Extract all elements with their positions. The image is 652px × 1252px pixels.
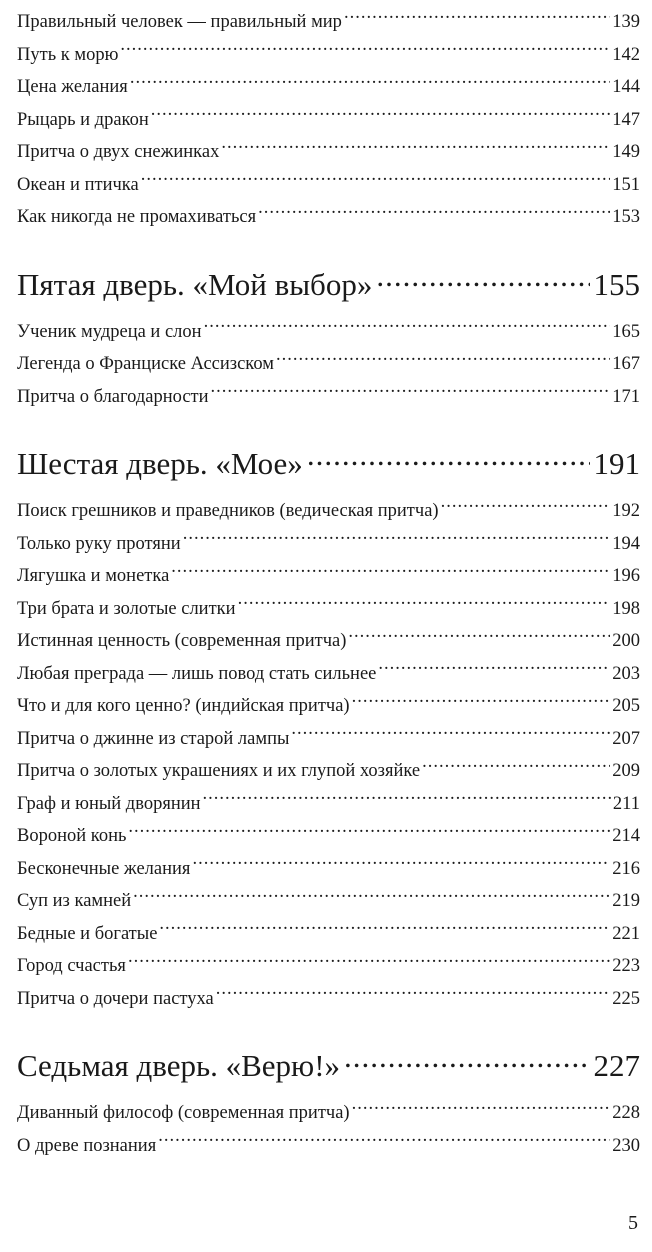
- dot-leader: [151, 106, 611, 125]
- dot-leader: [133, 888, 610, 907]
- toc-entry[interactable]: [17, 201, 640, 234]
- toc-entry-page: 230: [612, 1135, 640, 1156]
- toc-entry[interactable]: [17, 950, 640, 983]
- toc-entry-title: Бесконечные желания: [17, 858, 191, 879]
- toc-entry-page: 149: [612, 142, 640, 162]
- chapter-page: 155: [593, 266, 640, 302]
- toc-entry-page: 196: [612, 566, 640, 586]
- toc-entry-title: Легенда о Франциске Ассизском: [17, 354, 274, 374]
- toc-entry-page: 198: [612, 598, 640, 619]
- toc-entry-title: Бедные и богатые: [17, 923, 158, 944]
- toc-entry-page: 167: [612, 354, 640, 374]
- toc-entry-page: 216: [612, 858, 640, 879]
- chapter-title: Шестая дверь. «Мое»: [17, 446, 303, 481]
- toc-entry[interactable]: [17, 104, 640, 137]
- chapter-page: 227: [593, 1048, 640, 1083]
- dot-leader: [120, 41, 610, 60]
- toc-entry-title: Притча о золотых украшениях и их глупой хозяйке: [17, 761, 421, 781]
- toc-entry-title: Вороной конь: [17, 826, 127, 846]
- dot-leader: [238, 595, 611, 614]
- toc-entry-title: Только руку протяни: [17, 533, 181, 554]
- page-number: 5: [628, 1212, 638, 1234]
- dot-leader: [422, 758, 610, 777]
- dot-leader: [141, 171, 611, 190]
- toc-entry-title: Притча о двух снежинках: [17, 142, 220, 162]
- toc-entry-title: Правильный человек — правильный мир: [17, 12, 342, 32]
- toc-entry-page: 200: [612, 631, 640, 651]
- toc-entry-title: Рыцарь и дракон: [17, 109, 149, 130]
- toc-entry[interactable]: [17, 560, 640, 593]
- dot-leader: [221, 139, 610, 158]
- toc-entry-page: 151: [612, 174, 640, 195]
- dot-leader: [128, 823, 610, 842]
- toc-entry[interactable]: [17, 381, 640, 414]
- toc-entry-page: 225: [612, 988, 640, 1009]
- dot-leader: [130, 74, 610, 93]
- chapter-heading[interactable]: [17, 1043, 640, 1089]
- toc-entry[interactable]: [17, 755, 640, 788]
- toc-entry-title: О древе познания: [17, 1135, 157, 1156]
- toc-entry[interactable]: [17, 983, 640, 1016]
- toc-entry-title: Граф и юный дворянин: [17, 793, 201, 814]
- dot-leader: [258, 204, 610, 223]
- chapter-title: Пятая дверь. «Мой выбор»: [17, 266, 373, 302]
- toc-entry[interactable]: [17, 918, 640, 951]
- toc-entry-page: 194: [612, 533, 640, 554]
- toc-entry-page: 203: [612, 663, 640, 684]
- toc-entry-page: 207: [612, 728, 640, 749]
- toc-entry-page: 147: [612, 109, 640, 130]
- toc-entry-page: 165: [612, 321, 640, 342]
- toc-entry[interactable]: [17, 723, 640, 756]
- toc-entry-page: 153: [612, 207, 640, 227]
- toc-entry[interactable]: [17, 6, 640, 39]
- chapter-heading[interactable]: [17, 441, 640, 487]
- toc-entry[interactable]: [17, 690, 640, 723]
- chapter-heading[interactable]: [17, 262, 640, 308]
- toc-section: [17, 6, 640, 234]
- toc-entry-title: Океан и птичка: [17, 174, 139, 195]
- toc-entry-title: Диванный философ (современная притча): [17, 1103, 350, 1123]
- chapter-page: 191: [593, 446, 640, 481]
- dot-leader: [276, 351, 610, 370]
- toc-entry[interactable]: [17, 593, 640, 626]
- dot-leader: [307, 443, 590, 474]
- toc-entry-page: 139: [612, 12, 640, 32]
- toc-entry[interactable]: [17, 625, 640, 658]
- dot-leader: [344, 1045, 589, 1076]
- toc-section: [17, 441, 640, 1015]
- toc-entry-title: Путь к морю: [17, 44, 119, 65]
- toc-entry[interactable]: [17, 136, 640, 169]
- dot-leader: [291, 725, 610, 744]
- toc-entry-page: 219: [612, 891, 640, 911]
- toc-entry[interactable]: [17, 71, 640, 104]
- dot-leader: [183, 530, 611, 549]
- toc-entry[interactable]: [17, 853, 640, 886]
- toc-entry[interactable]: [17, 348, 640, 381]
- toc-entry[interactable]: [17, 169, 640, 202]
- toc-entry-page: 221: [612, 923, 640, 944]
- toc-entry-page: 211: [612, 793, 640, 814]
- toc-entry[interactable]: [17, 1097, 640, 1130]
- toc-entry-title: Ученик мудреца и слон: [17, 321, 202, 342]
- toc-entry-title: Суп из камней: [17, 891, 132, 911]
- dot-leader: [211, 383, 611, 402]
- toc-entry-title: Притча о джинне из старой лампы: [17, 728, 290, 749]
- toc-entry[interactable]: [17, 528, 640, 561]
- chapter-title: Седьмая дверь. «Верю!»: [17, 1048, 341, 1083]
- toc-entry-title: Притча о благодарности: [17, 386, 209, 407]
- toc-entry-page: 228: [612, 1103, 640, 1123]
- toc-entry-title: Что и для кого ценно? (индийская притча): [17, 696, 350, 716]
- toc-entry-title: Цена желания: [17, 77, 128, 97]
- toc-entry-title: Истинная ценность (современная притча): [17, 631, 347, 651]
- dot-leader: [171, 563, 610, 582]
- toc-entry-page: 171: [612, 386, 640, 407]
- toc-section: [17, 262, 640, 414]
- table-of-contents: [17, 6, 640, 1162]
- dot-leader: [348, 628, 610, 647]
- toc-entry-title: Любая преграда — лишь повод стать сильнее: [17, 663, 377, 684]
- toc-entry-page: 214: [612, 826, 640, 846]
- toc-entry[interactable]: [17, 885, 640, 918]
- toc-section: [17, 1043, 640, 1162]
- toc-entry-title: Поиск грешников и праведников (ведическая притча): [17, 501, 439, 521]
- toc-entry-title: Три брата и золотые слитки: [17, 598, 236, 619]
- toc-entry-title: Притча о дочери пастуха: [17, 988, 214, 1009]
- dot-leader: [216, 985, 611, 1004]
- dot-leader: [128, 953, 610, 972]
- dot-leader: [352, 1100, 611, 1119]
- toc-entry-title: Как никогда не промахиваться: [17, 207, 257, 227]
- toc-entry[interactable]: [17, 820, 640, 853]
- toc-entry-page: 144: [612, 77, 640, 97]
- toc-entry[interactable]: [17, 1130, 640, 1163]
- toc-entry-page: 223: [612, 956, 640, 976]
- toc-entry[interactable]: [17, 316, 640, 349]
- toc-entry-title: Город счастья: [17, 956, 126, 976]
- dot-leader: [204, 318, 611, 337]
- toc-entry-page: 192: [612, 501, 640, 521]
- toc-entry-page: 205: [612, 696, 640, 716]
- toc-entry[interactable]: [17, 39, 640, 72]
- toc-entry-page: 142: [612, 44, 640, 65]
- toc-entry-page: 209: [612, 761, 640, 781]
- dot-leader: [192, 855, 610, 874]
- dot-leader: [378, 660, 610, 679]
- dot-leader: [158, 1132, 610, 1151]
- dot-leader: [441, 498, 611, 517]
- toc-entry-title: Лягушка и монетка: [17, 566, 170, 586]
- dot-leader: [159, 920, 610, 939]
- toc-entry[interactable]: [17, 658, 640, 691]
- dot-leader: [376, 264, 589, 295]
- toc-entry[interactable]: [17, 495, 640, 528]
- dot-leader: [352, 693, 611, 712]
- dot-leader: [203, 790, 611, 809]
- toc-entry[interactable]: [17, 788, 640, 821]
- dot-leader: [344, 9, 610, 28]
